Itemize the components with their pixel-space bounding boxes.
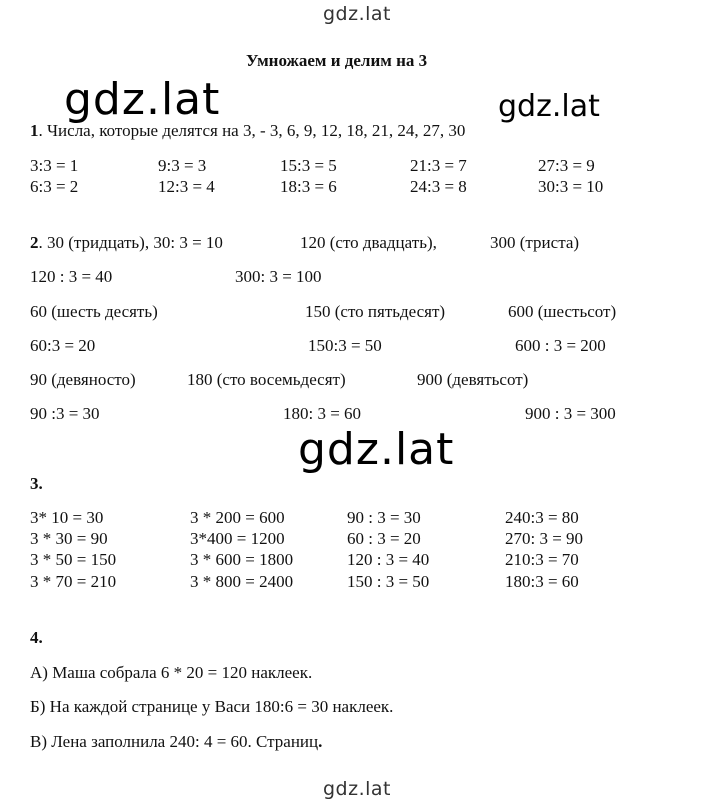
task1-cell: 18:3 = 6: [280, 177, 337, 196]
task1-cell: 15:3 = 5: [280, 156, 337, 175]
task3-number: 3.: [30, 474, 43, 493]
task1-cell: 27:3 = 9: [538, 156, 595, 175]
task4-number: 4.: [30, 628, 43, 647]
task3-cell: 90 : 3 = 30: [347, 508, 421, 527]
task2-line-3a: 60 (шесть десять): [30, 302, 158, 321]
task2-line-6a: 90 :3 = 30: [30, 404, 100, 423]
task2-line-5b: 180 (сто восемьдесят): [187, 370, 346, 389]
task2-line-1c: 300 (триста): [490, 233, 580, 252]
watermark-middle: gdz.lat: [298, 424, 455, 475]
task3-cell: 240:3 = 80: [505, 508, 579, 527]
task2-line-2b: 300: 3 = 100: [235, 267, 322, 286]
task3-cell: 3 * 800 = 2400: [190, 572, 294, 591]
task3-cell: 3* 10 = 30: [30, 508, 104, 527]
task1-cell: 30:3 = 10: [538, 177, 604, 196]
task2-line-4a: 60:3 = 20: [30, 336, 96, 355]
task1-line: [30, 121, 465, 141]
task2-line-1a: [30, 233, 223, 253]
task3-cell: 120 : 3 = 40: [347, 550, 430, 569]
task3-cell: 3 * 50 = 150: [30, 550, 117, 569]
task1-cell: 3:3 = 1: [30, 156, 79, 175]
task2-line-3c: 600 (шестьсот): [508, 302, 617, 321]
task2-line-5a: 90 (девяносто): [30, 370, 136, 389]
task1-cell: 12:3 = 4: [158, 177, 215, 196]
page-title: Умножаем и делим на 3: [246, 51, 428, 70]
task2-line-1b: 120 (сто двадцать),: [300, 233, 437, 252]
task3-cell: 3 * 600 = 1800: [190, 550, 294, 569]
watermark-right: gdz.lat: [498, 89, 600, 124]
task2-line-6b: 180: 3 = 60: [283, 404, 362, 423]
task4-answer-b: Б) На каждой странице у Васи 180:6 = 30 наклеек.: [30, 697, 394, 716]
task2-text: . 30 (тридцать), 30: 3 = 10: [38, 233, 223, 252]
task3-cell: 270: 3 = 90: [505, 529, 584, 548]
task1-cell: 21:3 = 7: [410, 156, 467, 175]
task2-line-2a: 120 : 3 = 40: [30, 267, 113, 286]
task1-cell: 9:3 = 3: [158, 156, 207, 175]
task2-line-6c: 900 : 3 = 300: [525, 404, 616, 423]
task1-cell: 24:3 = 8: [410, 177, 467, 196]
task2-line-4c: 600 : 3 = 200: [515, 336, 606, 355]
task3-cell: 210:3 = 70: [505, 550, 579, 569]
watermark-big-left: gdz.lat: [64, 74, 221, 125]
task1-cell: 6:3 = 2: [30, 177, 79, 196]
task3-cell: 180:3 = 60: [505, 572, 579, 591]
task3-cell: 3 * 30 = 90: [30, 529, 108, 548]
task3-cell: 60 : 3 = 20: [347, 529, 421, 548]
task2-line-5c: 900 (девятьсот): [417, 370, 529, 389]
task3-cell: 150 : 3 = 50: [347, 572, 430, 591]
task4-answer-a: А) Маша собрала 6 * 20 = 120 наклеек.: [30, 663, 313, 682]
task4-answer-c-dot: .: [318, 732, 323, 751]
task3-cell: 3*400 = 1200: [190, 529, 285, 548]
task2-line-4b: 150:3 = 50: [308, 336, 382, 355]
task1-text: . Числа, которые делятся на 3, - 3, 6, 9, 12, 18, 21, 24, 27, 30: [38, 121, 466, 140]
task2-line-3b: 150 (сто пятьдесят): [305, 302, 446, 321]
watermark-top: gdz.lat: [323, 3, 392, 25]
task2-number: 2: [30, 233, 39, 252]
task3-cell: 3 * 70 = 210: [30, 572, 117, 591]
watermark-bottom: gdz.lat: [323, 778, 392, 800]
task1-number: 1: [30, 121, 39, 140]
task4-answer-c: [30, 732, 322, 752]
task3-cell: 3 * 200 = 600: [190, 508, 285, 527]
task4-answer-c-text: В) Лена заполнила 240: 4 = 60. Страниц: [30, 732, 319, 751]
